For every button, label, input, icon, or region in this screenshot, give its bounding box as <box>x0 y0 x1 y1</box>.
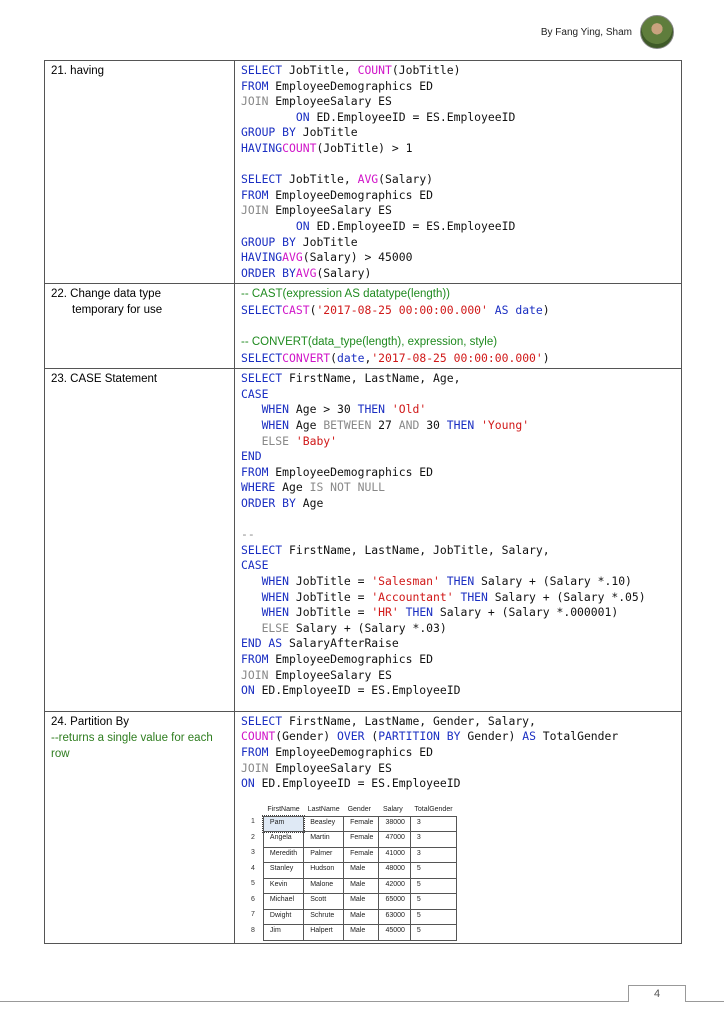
footer-divider <box>0 1001 724 1002</box>
sql-text: JOIN <box>241 667 269 682</box>
sql-keyword: HAVING <box>241 250 283 265</box>
result-cell: 65000 <box>379 894 410 910</box>
sql-text <box>241 574 262 588</box>
column-header: Salary <box>379 804 410 817</box>
sql-text: EmployeeDemographics ED <box>268 464 434 479</box>
table-row <box>45 711 682 943</box>
row-number: 4 <box>245 863 263 879</box>
result-cell: Kevin <box>263 878 303 894</box>
result-cell: 63000 <box>379 909 410 925</box>
topic-label-continued: temporary for use <box>72 304 163 317</box>
sql-text: (Salary) > 45000 <box>302 250 413 265</box>
sql-function: CONVERT <box>282 350 331 365</box>
code-line <box>241 714 676 730</box>
sql-text: Age > 30 <box>289 402 358 417</box>
sql-text: JOIN <box>241 94 269 109</box>
author-avatar <box>640 15 674 49</box>
result-cell: Female <box>344 832 379 848</box>
sql-text <box>241 590 262 604</box>
result-cell: Malone <box>304 878 344 894</box>
sql-text: JobTitle, <box>282 172 358 187</box>
sql-keyword: THEN <box>446 574 475 588</box>
sql-keyword: ON <box>241 683 255 698</box>
result-cell: Dwight <box>263 909 303 925</box>
sql-text: ( <box>330 350 338 365</box>
topic-label: 21. having <box>51 65 105 77</box>
row-number: 2 <box>245 832 263 848</box>
sql-text: JobTitle = <box>289 589 372 604</box>
result-cell: 45000 <box>379 925 410 941</box>
code-cell <box>235 711 682 943</box>
sql-keyword: FROM <box>241 187 269 202</box>
sql-keyword: SELECT <box>241 713 283 728</box>
result-cell: 3 <box>410 847 456 863</box>
topic-cell <box>45 369 235 711</box>
sql-keyword: SELECT <box>241 63 283 77</box>
sql-keyword: ON <box>295 218 310 233</box>
table-row <box>45 284 682 369</box>
sql-text: Age <box>275 480 310 495</box>
row-number: 3 <box>245 847 263 863</box>
sql-function: COUNT <box>357 63 392 77</box>
sql-function: AVG <box>295 265 317 280</box>
code-cell <box>235 284 682 369</box>
sql-string: 'HR' <box>371 605 399 620</box>
topic-label: 22. Change data type <box>51 288 161 301</box>
sql-keyword: CASE <box>241 558 269 573</box>
sql-text: ELSE <box>261 433 290 448</box>
result-grid <box>245 804 457 941</box>
sql-keyword: SELECT <box>241 371 283 386</box>
sql-keyword: WHEN <box>261 589 290 604</box>
code-line <box>241 496 676 512</box>
code-line <box>241 351 676 367</box>
result-grid-body <box>245 816 457 940</box>
sql-keyword: WHEN <box>261 605 290 620</box>
code-line <box>241 110 676 126</box>
code-line <box>241 668 676 684</box>
code-line <box>241 203 676 219</box>
result-cell: Angela <box>263 832 303 848</box>
sql-function: AVG <box>282 250 303 265</box>
code-line <box>241 188 676 204</box>
topic-comment: --returns a single value for each row <box>51 731 213 760</box>
result-row <box>245 832 457 848</box>
code-cell <box>235 369 682 711</box>
code-line <box>241 590 676 606</box>
sql-text <box>440 574 447 588</box>
sql-text: 27 <box>371 418 399 433</box>
code-block <box>241 63 676 281</box>
result-cell: 42000 <box>379 878 410 894</box>
sql-text: JobTitle, <box>282 63 358 77</box>
code-line <box>241 402 676 418</box>
code-line <box>241 465 676 481</box>
result-cell: Female <box>344 816 379 832</box>
code-line <box>241 605 676 621</box>
sql-notes-table <box>44 60 682 944</box>
sql-text: EmployeeSalary ES <box>268 203 392 218</box>
sql-function: COUNT <box>241 729 276 744</box>
sql-text: JOIN <box>241 203 269 218</box>
sql-text: Salary + (Salary *.05) <box>487 589 646 604</box>
sql-text <box>241 219 296 233</box>
sql-string: 'Salesman' <box>371 574 440 588</box>
code-line <box>241 141 676 157</box>
sql-text <box>241 621 262 635</box>
sql-keyword: AS <box>522 729 536 744</box>
row-number: 8 <box>245 925 263 941</box>
row-number: 1 <box>245 816 263 832</box>
sql-text: EmployeeSalary ES <box>268 760 392 775</box>
result-cell: Pam <box>263 816 303 832</box>
sql-keyword: AS <box>494 302 509 317</box>
table-row <box>45 61 682 284</box>
sql-keyword: WHEN <box>261 418 290 433</box>
sql-text <box>241 402 262 416</box>
result-row <box>245 909 457 925</box>
result-cell: 48000 <box>379 863 410 879</box>
sql-text: Age <box>289 418 324 433</box>
code-line <box>241 527 676 543</box>
sql-text <box>241 605 262 619</box>
code-line <box>241 745 676 761</box>
sql-keyword: WHERE <box>241 480 276 495</box>
sql-text: EmployeeDemographics ED <box>268 187 434 202</box>
sql-keyword: WHEN <box>261 402 290 417</box>
sql-text: ED.EmployeeID = ES.EmployeeID <box>309 109 516 124</box>
sql-text: TotalGender <box>535 729 619 744</box>
sql-text: JOIN <box>241 760 269 775</box>
sql-string: 'Baby' <box>295 433 338 448</box>
result-cell: 41000 <box>379 847 410 863</box>
code-line <box>241 371 676 387</box>
sql-text: JobTitle = <box>289 605 372 620</box>
sql-text <box>488 303 495 317</box>
sql-text: Salary + (Salary *.10) <box>474 574 632 588</box>
code-line <box>241 729 676 745</box>
page-header <box>541 14 674 50</box>
sql-keyword: END <box>241 449 262 464</box>
sql-text: ED.EmployeeID = ES.EmployeeID <box>254 683 461 698</box>
column-header: TotalGender <box>410 804 456 817</box>
sql-text: (JobTitle) > 1 <box>316 140 413 155</box>
column-header: FirstName <box>263 804 303 817</box>
result-cell: 3 <box>410 816 456 832</box>
topic-cell <box>45 711 235 943</box>
code-line <box>241 157 676 173</box>
column-header: LastName <box>304 804 344 817</box>
sql-text <box>289 434 296 448</box>
code-line <box>241 480 676 496</box>
code-block <box>241 286 676 366</box>
code-line <box>241 621 676 637</box>
code-line <box>241 761 676 777</box>
result-cell: 5 <box>410 925 456 941</box>
page-number: 4 <box>628 985 686 1002</box>
code-line <box>241 434 676 450</box>
sql-keyword: FROM <box>241 744 269 759</box>
result-cell: Stanley <box>263 863 303 879</box>
sql-keyword: HAVING <box>241 140 283 155</box>
code-line <box>241 250 676 266</box>
sql-text: JobTitle <box>295 234 358 249</box>
sql-text <box>385 402 392 416</box>
code-line <box>241 543 676 559</box>
sql-text: EmployeeSalary ES <box>268 94 392 109</box>
code-line <box>241 449 676 465</box>
sql-text: EmployeeDemographics ED <box>268 744 434 759</box>
sql-keyword: date <box>515 302 543 317</box>
sql-text <box>241 418 262 432</box>
result-cell: Schrute <box>304 909 344 925</box>
code-line <box>241 558 676 574</box>
topic-label: 24. Partition By <box>51 715 129 728</box>
sql-text: , <box>364 350 372 365</box>
code-line <box>241 652 676 668</box>
column-header: Gender <box>344 804 379 817</box>
result-cell: 5 <box>410 863 456 879</box>
result-cell: Beasley <box>304 816 344 832</box>
result-cell: 5 <box>410 909 456 925</box>
result-cell: 38000 <box>379 816 410 832</box>
sql-keyword: SELECT <box>241 172 283 187</box>
sql-keyword: THEN <box>446 418 475 433</box>
sql-text <box>241 434 262 448</box>
sql-string: '2017-08-25 00:00:00.000' <box>371 350 543 365</box>
code-line <box>241 636 676 652</box>
sql-text: JobTitle <box>295 125 358 140</box>
sql-text: ) <box>542 302 550 317</box>
result-cell: Male <box>344 909 379 925</box>
code-line <box>241 219 676 235</box>
table-row <box>45 369 682 711</box>
sql-text: 30 <box>419 418 447 433</box>
code-line <box>241 172 676 188</box>
sql-keyword: SELECT <box>241 302 283 317</box>
sql-string: 'Accountant' <box>371 589 454 604</box>
result-cell: Male <box>344 894 379 910</box>
sql-keyword: FROM <box>241 464 269 479</box>
sql-keyword: END AS <box>241 636 283 651</box>
sql-keyword: ON <box>241 776 255 791</box>
code-line <box>241 303 676 319</box>
sql-keyword: THEN <box>460 589 488 604</box>
sql-keyword: ORDER BY <box>241 265 296 280</box>
code-line <box>241 235 676 251</box>
result-cell: 47000 <box>379 832 410 848</box>
sql-string: 'Old' <box>391 402 427 417</box>
sql-keyword: GROUP BY <box>241 234 296 249</box>
sql-text: AND <box>398 418 420 433</box>
topic-label: 23. CASE Statement <box>51 373 158 386</box>
result-row <box>245 816 457 832</box>
result-cell: 5 <box>410 894 456 910</box>
sql-keyword: CASE <box>241 386 269 401</box>
sql-text: ED.EmployeeID = ES.EmployeeID <box>254 776 461 791</box>
sql-text: ED.EmployeeID = ES.EmployeeID <box>309 218 516 233</box>
sql-text <box>399 605 406 619</box>
sql-keyword: SELECT <box>241 350 283 365</box>
code-line <box>241 776 676 792</box>
sql-keyword: ON <box>295 109 310 124</box>
sql-keyword: OVER <box>337 729 365 744</box>
result-row <box>245 925 457 941</box>
code-line <box>241 63 676 79</box>
sql-text: ( <box>309 302 317 317</box>
result-row <box>245 863 457 879</box>
result-cell: Meredith <box>263 847 303 863</box>
sql-function: AVG <box>357 172 379 187</box>
code-block <box>241 714 676 792</box>
result-cell: Male <box>344 878 379 894</box>
sql-text: ELSE <box>261 620 290 635</box>
result-cell: Female <box>344 847 379 863</box>
sql-text: ( <box>364 729 379 744</box>
sql-keyword: THEN <box>405 605 434 620</box>
sql-text: Age <box>295 496 324 511</box>
code-line <box>241 418 676 434</box>
sql-text: Gender) <box>460 729 523 744</box>
result-cell: Martin <box>304 832 344 848</box>
sql-comment: -- CONVERT(data_type(length), expression, style) <box>241 336 498 349</box>
sql-text <box>241 110 296 124</box>
code-line <box>241 334 676 351</box>
sql-text: Salary + (Salary *.03) <box>289 620 447 635</box>
row-number: 7 <box>245 909 263 925</box>
result-cell: Halpert <box>304 925 344 941</box>
code-block <box>241 371 676 698</box>
topic-cell <box>45 284 235 369</box>
result-cell: 5 <box>410 878 456 894</box>
sql-keyword: PARTITION BY <box>378 729 461 744</box>
result-cell: Michael <box>263 894 303 910</box>
sql-text: (Salary) <box>316 265 372 280</box>
result-row <box>245 894 457 910</box>
result-row <box>245 847 457 863</box>
author-name: By Fang Ying, Sham <box>540 26 632 38</box>
result-cell: Male <box>344 863 379 879</box>
code-line <box>241 94 676 110</box>
result-cell: 3 <box>410 832 456 848</box>
result-row <box>245 878 457 894</box>
sql-text: FirstName, LastName, Gender, Salary, <box>282 713 536 728</box>
sql-keyword: WHEN <box>261 574 290 588</box>
sql-keyword: FROM <box>241 78 269 93</box>
result-grid-header <box>245 804 457 817</box>
code-line <box>241 683 676 699</box>
sql-keyword: SELECT <box>241 542 283 557</box>
result-cell: Hudson <box>304 863 344 879</box>
sql-text: EmployeeSalary ES <box>268 667 392 682</box>
sql-function: CAST <box>282 302 310 317</box>
code-line <box>241 286 676 303</box>
sql-text: JobTitle = <box>289 574 372 588</box>
sql-text: SalaryAfterRaise <box>282 636 399 651</box>
sql-string: 'Young' <box>481 418 530 433</box>
sql-text: EmployeeDemographics ED <box>268 78 434 93</box>
sql-text: FirstName, LastName, JobTitle, Salary, <box>282 542 550 557</box>
sql-text: -- <box>241 527 255 542</box>
code-line <box>241 574 676 590</box>
sql-keyword: THEN <box>357 402 386 417</box>
code-line <box>241 387 676 403</box>
sql-text: EmployeeDemographics ED <box>268 651 434 666</box>
sql-text: Salary + (Salary *.000001) <box>433 605 619 620</box>
sql-text: IS NOT NULL <box>309 480 386 495</box>
sql-keyword: date <box>337 350 365 365</box>
sql-keyword: ORDER BY <box>241 496 296 511</box>
code-line <box>241 125 676 141</box>
sql-text: ) <box>542 350 550 365</box>
sql-text: (JobTitle) <box>391 63 461 77</box>
code-line <box>241 319 676 335</box>
row-number: 6 <box>245 894 263 910</box>
sql-comment: -- CAST(expression AS datatype(length)) <box>241 288 451 301</box>
topic-cell <box>45 61 235 284</box>
sql-string: '2017-08-25 00:00:00.000' <box>316 302 488 317</box>
code-cell <box>235 61 682 284</box>
sql-text: (Salary) <box>378 172 434 187</box>
row-number: 5 <box>245 878 263 894</box>
code-line <box>241 79 676 95</box>
code-line <box>241 512 676 528</box>
sql-keyword: FROM <box>241 651 269 666</box>
sql-function: COUNT <box>282 140 317 155</box>
sql-text: BETWEEN <box>323 418 372 433</box>
result-cell: Jim <box>263 925 303 941</box>
result-cell: Male <box>344 925 379 941</box>
result-cell: Palmer <box>304 847 344 863</box>
sql-text: FirstName, LastName, Age, <box>282 371 461 386</box>
sql-keyword: GROUP BY <box>241 125 296 140</box>
sql-text: (Gender) <box>275 729 338 744</box>
result-cell: Scott <box>304 894 344 910</box>
code-line <box>241 266 676 282</box>
